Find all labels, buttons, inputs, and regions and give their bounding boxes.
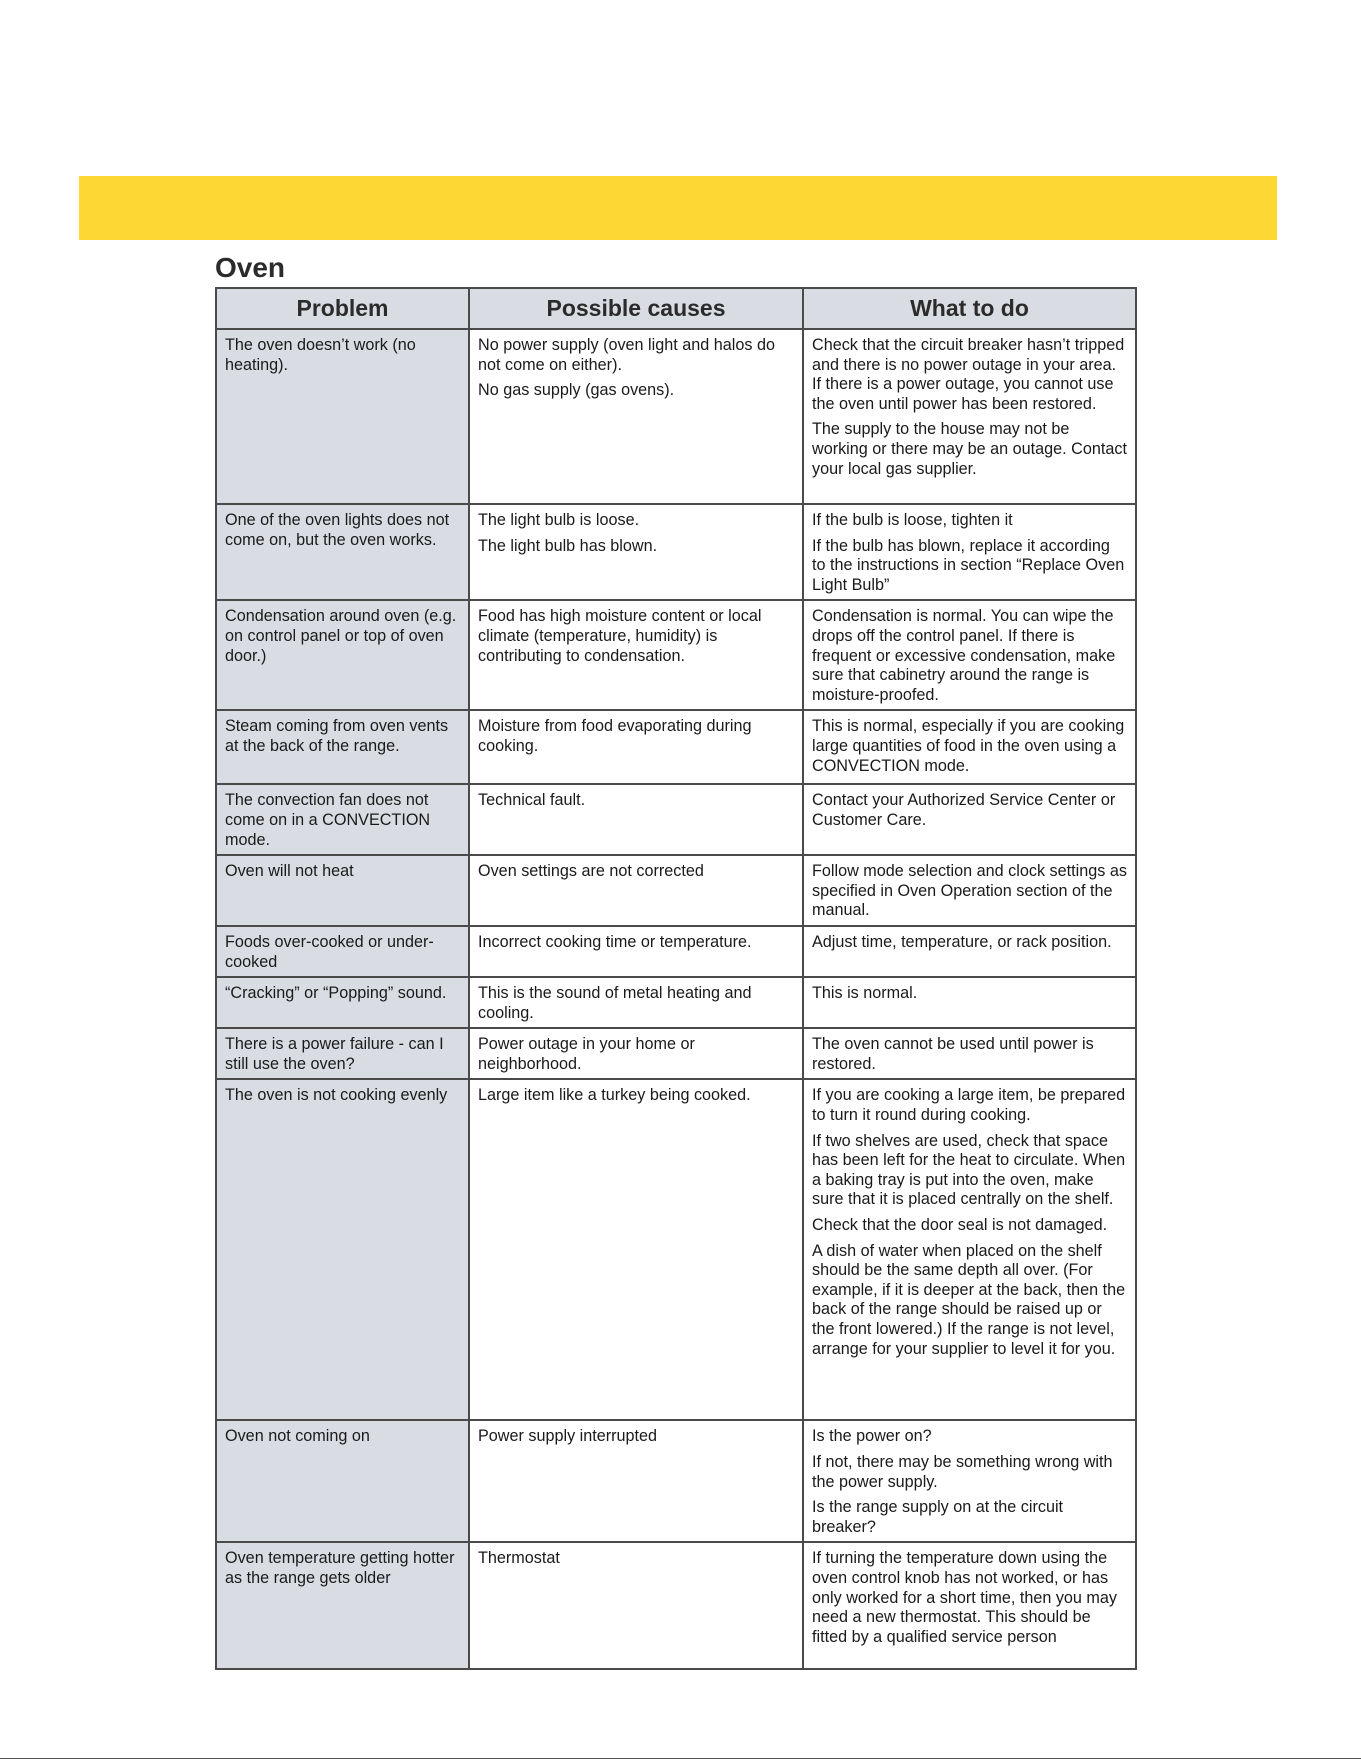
action-cell [803, 1079, 1136, 1420]
action-text: If not, there may be something wrong with the power supply. [812, 1453, 1113, 1491]
action-text: If the bulb has blown, replace it according to the instructions in section “Replace Oven Light Bulb” [812, 536, 1125, 594]
cause-text: Large item like a turkey being cooked. [478, 1086, 751, 1105]
causes-cell [469, 600, 803, 710]
table-row [216, 600, 1136, 710]
column-header-causes: Possible causes [469, 288, 803, 329]
problem-text: Steam coming from oven vents at the back of the range. [225, 717, 449, 755]
table-row [216, 926, 1136, 977]
problem-cell [216, 855, 469, 926]
section-title: Oven [215, 252, 286, 283]
table-row [216, 710, 1136, 784]
problem-cell [216, 1420, 469, 1542]
problem-text: The convection fan does not come on in a CONVECTION mode. [225, 791, 431, 849]
causes-cell [469, 784, 803, 855]
problem-text: “Cracking” or “Popping” sound. [225, 984, 447, 1003]
problem-cell [216, 329, 469, 504]
action-text: Is the range supply on at the circuit breaker? [812, 1498, 1064, 1536]
cause-text: Moisture from food evaporating during cooking. [478, 717, 752, 755]
action-text: Check that the door seal is not damaged. [812, 1216, 1108, 1235]
cause-text: This is the sound of metal heating and cooling. [478, 984, 752, 1022]
problem-text: The oven is not cooking evenly [225, 1086, 448, 1105]
problem-cell [216, 504, 469, 600]
column-header-what-to-do: What to do [803, 288, 1136, 329]
action-text: The oven cannot be used until power is restored. [812, 1035, 1094, 1073]
action-cell [803, 977, 1136, 1028]
action-cell [803, 329, 1136, 504]
problem-cell [216, 926, 469, 977]
table-row [216, 329, 1136, 504]
problem-text: There is a power failure - can I still use the oven? [225, 1035, 444, 1073]
table-row [216, 1420, 1136, 1542]
action-cell [803, 710, 1136, 784]
problem-text: Oven temperature getting hotter as the range gets older [225, 1549, 455, 1588]
table-row [216, 1028, 1136, 1079]
action-text: Follow mode selection and clock settings as specified in Oven Operation section of the manual. [812, 862, 1127, 920]
action-text: Adjust time, temperature, or rack position. [812, 932, 1112, 951]
action-cell [803, 504, 1136, 600]
causes-cell [469, 855, 803, 926]
action-text: This is normal. [812, 984, 918, 1003]
causes-cell [469, 1542, 803, 1669]
cause-text: No gas supply (gas ovens). [478, 381, 675, 400]
problem-text: Oven will not heat [225, 862, 354, 881]
cause-text: Food has high moisture content or local climate (temperature, humidity) is contributing to condensation. [478, 607, 762, 665]
action-cell [803, 1542, 1136, 1669]
cause-text: No power supply (oven light and halos do not come on either). [478, 336, 775, 374]
action-text: Contact your Authorized Service Center or Customer Care. [812, 791, 1116, 829]
action-text: Check that the circuit breaker hasn’t tripped and there is no power outage in your area. If there is a power outage, you cannot use the oven until power has been restored. [812, 336, 1125, 413]
action-text: Is the power on? [812, 1427, 932, 1446]
action-text: A dish of water when placed on the shelf should be the same depth all over. (For example, if it is deeper at the back, then the back of the range should be raised up or the front lowered.) If the range is not level, arrange for your supplier to level it for you. [812, 1241, 1126, 1358]
header-band [79, 176, 1277, 240]
causes-cell [469, 1420, 803, 1542]
cause-text: Oven settings are not corrected [478, 862, 704, 881]
cause-text: Power supply interrupted [478, 1427, 658, 1446]
causes-cell [469, 329, 803, 504]
cause-text: Thermostat [478, 1549, 560, 1568]
action-text: If the bulb is loose, tighten it [812, 511, 1013, 529]
action-cell [803, 600, 1136, 710]
problem-cell [216, 710, 469, 784]
table-header-row [216, 288, 1136, 329]
problem-cell [216, 1079, 469, 1420]
causes-cell [469, 710, 803, 784]
action-text: If turning the temperature down using the oven control knob has not worked, or has only worked for a short time, then you may need a new thermostat. This should be fitted by a qualified service person [812, 1549, 1118, 1646]
cause-text: The light bulb has blown. [478, 536, 658, 555]
table-row [216, 504, 1136, 600]
causes-cell [469, 1028, 803, 1079]
action-cell [803, 1420, 1136, 1542]
troubleshooting-table [215, 287, 1137, 1670]
causes-cell [469, 926, 803, 977]
problem-cell [216, 1028, 469, 1079]
table-row [216, 784, 1136, 855]
problem-text: Condensation around oven (e.g. on control panel or top of oven door.) [225, 607, 457, 665]
problem-cell [216, 784, 469, 855]
table-row [216, 855, 1136, 926]
page-bottom-rule [0, 1758, 1361, 1759]
problem-cell [216, 600, 469, 710]
action-text: If two shelves are used, check that space has been left for the heat to circulate. When a baking tray is put into the oven, make sure that it is placed centrally on the shelf. [812, 1131, 1126, 1209]
table-row [216, 1542, 1136, 1669]
problem-text: Foods over-cooked or under-cooked [225, 932, 434, 971]
problem-text: The oven doesn’t work (no heating). [225, 336, 416, 374]
table-row [216, 1079, 1136, 1420]
problem-text: One of the oven lights does not come on, but the oven works. [225, 511, 450, 549]
cause-text: The light bulb is loose. [478, 511, 640, 529]
table-row [216, 977, 1136, 1028]
causes-cell [469, 977, 803, 1028]
causes-cell [469, 504, 803, 600]
problem-cell [216, 977, 469, 1028]
causes-cell [469, 1079, 803, 1420]
action-text: This is normal, especially if you are cooking large quantities of food in the oven using a CONVECTION mode. [812, 717, 1125, 775]
cause-text: Technical fault. [478, 791, 586, 810]
action-text: The supply to the house may not be working or there may be an outage. Contact your local gas supplier. [812, 420, 1127, 478]
action-text: If you are cooking a large item, be prepared to turn it round during cooking. [812, 1086, 1126, 1125]
action-cell [803, 1028, 1136, 1079]
column-header-problem: Problem [216, 288, 469, 329]
action-cell [803, 784, 1136, 855]
action-text: Condensation is normal. You can wipe the drops off the control panel. If there is frequent or excessive condensation, make sure that cabinetry around the range is moisture-proofed. [812, 607, 1116, 704]
cause-text: Incorrect cooking time or temperature. [478, 932, 752, 951]
action-cell [803, 926, 1136, 977]
problem-cell [216, 1542, 469, 1669]
action-cell [803, 855, 1136, 926]
cause-text: Power outage in your home or neighborhood. [478, 1035, 695, 1073]
problem-text: Oven not coming on [225, 1427, 370, 1446]
